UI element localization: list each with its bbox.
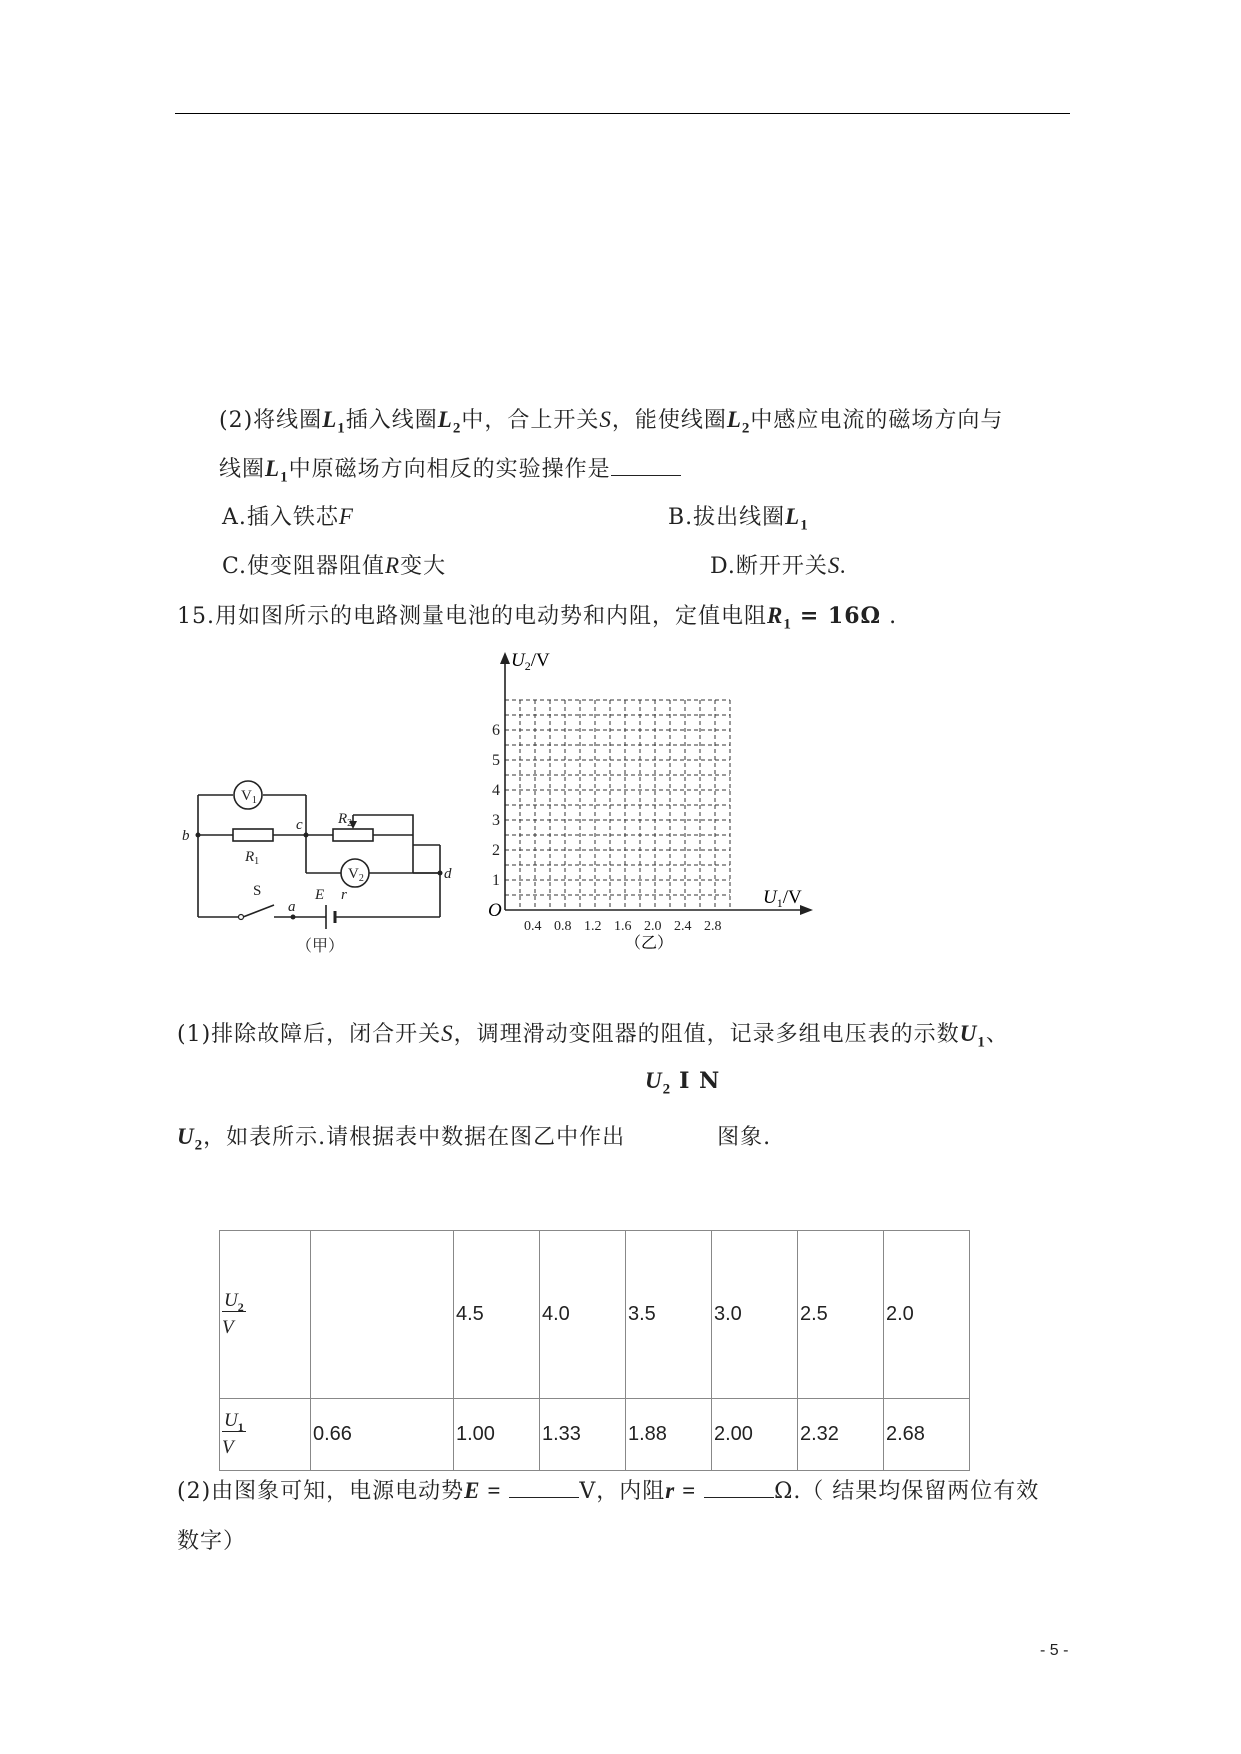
q15-part1-mid: $U_2$ I N bbox=[645, 1068, 721, 1098]
x-tick-label: 2.4 bbox=[674, 919, 692, 934]
y-tick-label: 4 bbox=[492, 782, 500, 799]
table-cell: 0.66 bbox=[311, 1399, 454, 1471]
table-cell: 1.33 bbox=[540, 1399, 626, 1471]
v2-label: $V_2$ bbox=[348, 866, 364, 884]
q15-part1-line1: (1)排除故障后，闭合开关S，调理滑动变阻器的阻值，记录多组电压表的示数$U_1$、 bbox=[177, 1021, 1009, 1051]
x-tick-label: 2.8 bbox=[704, 919, 722, 934]
circuit-diagram bbox=[178, 765, 468, 965]
y-tick-label: 2 bbox=[492, 842, 500, 859]
table-cell: 1.00 bbox=[454, 1399, 540, 1471]
table-row bbox=[220, 1399, 970, 1471]
v1-label: $V_1$ bbox=[241, 788, 257, 806]
r1-label: $R_1$ bbox=[245, 849, 260, 867]
y-axis-label: $U_2/V$ bbox=[511, 650, 550, 673]
node-d: d bbox=[444, 866, 452, 882]
table-cell: 2.32 bbox=[798, 1399, 884, 1471]
row-label-u2: $\frac{U_2}{V}$ bbox=[220, 1231, 311, 1399]
q15-part2-line2: 数字） bbox=[177, 1529, 247, 1554]
q14-line2: 线圈$L_1$中原磁场方向相反的实验操作是 bbox=[219, 452, 681, 487]
page-number: - 5 - bbox=[1040, 1642, 1069, 1659]
emf-answer-blank bbox=[509, 1477, 579, 1498]
resistance-answer-blank bbox=[704, 1477, 774, 1498]
x-tick-label: 1.6 bbox=[614, 919, 632, 934]
circuit-caption: （甲） bbox=[296, 938, 345, 955]
graph-caption: （乙） bbox=[625, 935, 674, 952]
q15-part2-line1: (2)由图象可知，电源电动势E = V，内阻r = Ω.（ 结果均保留两位有效 bbox=[177, 1478, 1040, 1504]
y-tick-label: 3 bbox=[492, 812, 500, 829]
table-cell: 3.0 bbox=[712, 1231, 798, 1399]
table-cell: 3.5 bbox=[626, 1231, 712, 1399]
x-tick-label: 0.8 bbox=[554, 919, 572, 934]
origin-label: O bbox=[488, 900, 502, 921]
emf-label: E bbox=[315, 887, 325, 903]
y-tick-label: 1 bbox=[492, 872, 500, 889]
node-c: c bbox=[296, 817, 303, 833]
table-cell bbox=[311, 1231, 454, 1399]
r2-label: $R_2$ bbox=[338, 811, 353, 829]
table-row bbox=[220, 1231, 970, 1399]
row-label-u1: $\frac{U_1}{V}$ bbox=[220, 1399, 311, 1471]
x-tick-label: 2.0 bbox=[644, 919, 662, 934]
table-cell: 4.5 bbox=[454, 1231, 540, 1399]
y-tick-label: 5 bbox=[492, 752, 500, 769]
node-b: b bbox=[182, 828, 190, 844]
table-cell: 2.5 bbox=[798, 1231, 884, 1399]
option-a: A.插入铁芯F bbox=[222, 504, 354, 530]
node-a: a bbox=[288, 899, 296, 915]
q14-line1: (2)将线圈$L_1$插入线圈$L_2$中，合上开关S，能使线圈$L_2$中感应电流的磁场方向与 bbox=[219, 407, 1004, 437]
table-cell: 1.88 bbox=[626, 1399, 712, 1471]
option-d: D.断开开关S. bbox=[710, 553, 848, 579]
q15-part1-line2: $U_2$，如表所示.请根据表中数据在图乙中作出 图象. bbox=[177, 1124, 772, 1154]
internal-r-label: r bbox=[341, 887, 347, 903]
option-c: C.使变阻器阻值R变大 bbox=[222, 553, 447, 579]
header-rule bbox=[175, 113, 1070, 114]
switch-label: S bbox=[253, 883, 262, 899]
table-cell: 2.00 bbox=[712, 1399, 798, 1471]
x-tick-label: 1.2 bbox=[584, 919, 602, 934]
option-b: B.拔出线圈$L_1$ bbox=[668, 504, 809, 534]
y-tick-label: 6 bbox=[492, 722, 500, 739]
q15-intro: 15.用如图所示的电路测量电池的电动势和内阻，定值电阻$R_1 = 16\Omega$ . bbox=[177, 603, 898, 633]
table-cell: 2.68 bbox=[884, 1399, 970, 1471]
graph-grid bbox=[485, 648, 815, 963]
table-cell: 2.0 bbox=[884, 1231, 970, 1399]
x-axis-label: $U_1/V$ bbox=[763, 887, 802, 910]
answer-blank bbox=[611, 455, 681, 476]
table-cell: 4.0 bbox=[540, 1231, 626, 1399]
data-table bbox=[219, 1230, 970, 1471]
x-tick-label: 0.4 bbox=[524, 919, 542, 934]
